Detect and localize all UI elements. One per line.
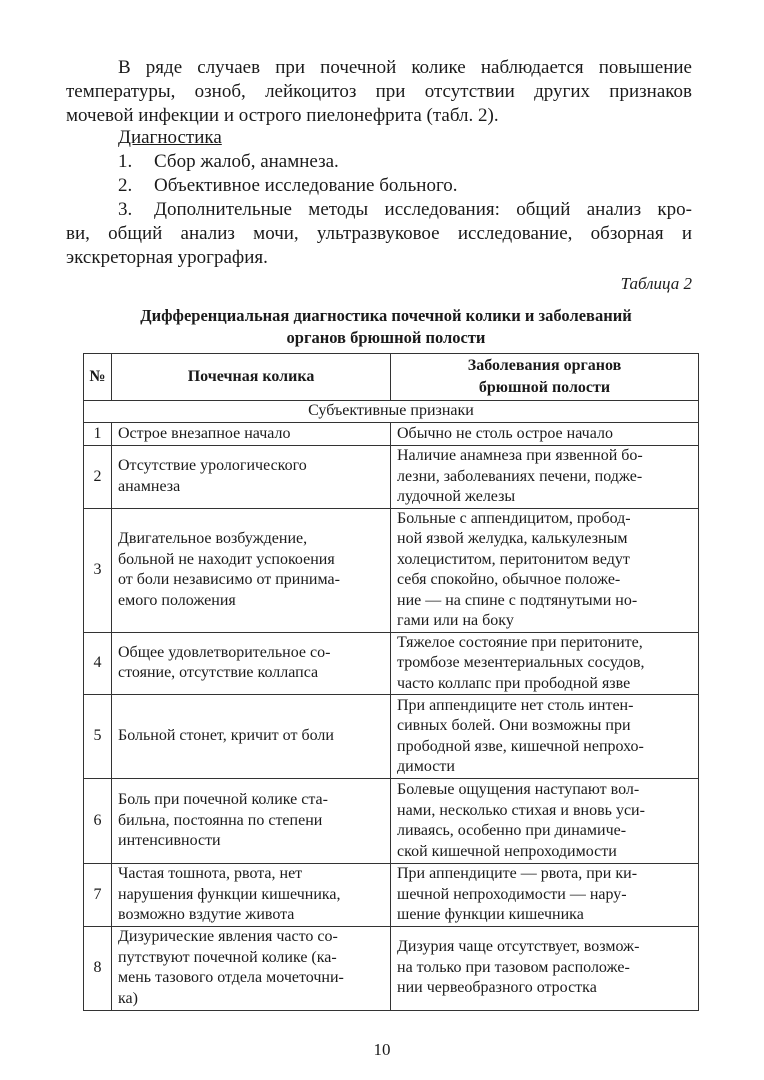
- header-line: Заболевания органов: [467, 357, 622, 374]
- list-item: [66, 174, 692, 198]
- cell-line: сивных болей. Они возможны при: [397, 717, 631, 734]
- renal-colic-cell: [112, 632, 391, 695]
- renal-colic-cell: [112, 446, 391, 509]
- cell-line: Дизурические явления часто со-: [118, 928, 338, 945]
- page-number: 10: [373, 1040, 391, 1059]
- cell-line: ка): [118, 989, 138, 1007]
- cell-line: путствуют почечной колике (ка-: [118, 948, 337, 966]
- item-number: 1.: [118, 151, 133, 172]
- item-text: Дополнительные методы исследования: общий анализ кро-: [154, 199, 692, 220]
- table-row: [84, 779, 699, 864]
- abdominal-disease-cell: [391, 423, 699, 446]
- abdominal-disease-cell: [391, 926, 699, 1010]
- cell-line: Дизурия чаще отсутствует, возмож-: [397, 938, 640, 956]
- cell-line: ние — на спине с подтянутыми но-: [397, 591, 638, 609]
- row-number: 5: [84, 695, 112, 779]
- table-title: органов брюшной полости: [286, 328, 486, 347]
- row-number: 8: [84, 926, 112, 1010]
- cell-line: Больные с аппендицитом, пробод-: [397, 509, 631, 527]
- renal-colic-cell: [112, 508, 391, 632]
- cell-line: часто коллапс при прободной язве: [397, 674, 631, 692]
- diagnostics-heading-line: [66, 126, 692, 150]
- abdominal-disease-cell: [391, 632, 699, 695]
- list-item: [66, 198, 692, 222]
- cell-line: шение функции кишечника: [397, 906, 584, 923]
- row-number: 4: [84, 632, 112, 695]
- table-row: [84, 864, 699, 927]
- abdominal-disease-cell: [391, 446, 699, 509]
- cell-line: димости: [397, 758, 455, 775]
- cell-line: себя спокойно, обычное положе-: [397, 571, 621, 588]
- abdominal-disease-cell: [391, 779, 699, 864]
- renal-colic-cell: [112, 695, 391, 779]
- list-item: [66, 150, 692, 174]
- renal-colic-cell: [112, 779, 391, 864]
- cell-line: емого положения: [118, 591, 236, 609]
- section-row: [84, 401, 699, 423]
- text-line: экскреторная урография.: [66, 247, 268, 268]
- cell-line: Частая тошнота, рвота, нет: [118, 865, 303, 882]
- text-line: мочевой инфекции и острого пиелонефрита (табл. 2).: [66, 105, 499, 126]
- renal-colic-cell: [112, 926, 391, 1010]
- table-row: [84, 446, 699, 509]
- cell-line: При аппендиците нет столь интен-: [397, 696, 634, 714]
- table-row: [84, 423, 699, 446]
- cell-line: тромбозе мезентериальных сосудов,: [397, 654, 645, 671]
- header-line: брюшной полости: [478, 379, 611, 396]
- cell-line: возможно вздутие живота: [118, 906, 295, 923]
- cell-line: холециститом, перитонитом ведут: [397, 550, 630, 568]
- cell-line: стояние, отсутствие коллапса: [118, 664, 319, 682]
- cell-line: шечной непроходимости — нару-: [397, 885, 627, 903]
- abdominal-disease-cell: [391, 508, 699, 632]
- header-abdominal-diseases: [391, 354, 699, 401]
- table-row: [84, 926, 699, 1010]
- item-text: Объективное исследование больного.: [154, 175, 458, 196]
- cell-line: При аппендиците — рвота, при ки-: [397, 865, 638, 882]
- row-number: 1: [84, 423, 112, 446]
- cell-line: Болевые ощущения наступают вол-: [397, 781, 640, 798]
- row-number: 6: [84, 779, 112, 864]
- header-renal-colic: Почечная колика: [112, 354, 391, 401]
- cell-line: Боль при почечной колике ста-: [118, 791, 328, 809]
- cell-line: гами или на боку: [397, 612, 514, 629]
- cell-line: нами, несколько стихая и вновь уси-: [397, 801, 645, 819]
- cell-line: Отсутствие урологического: [118, 457, 307, 475]
- cell-line: Обычно не столь острое начало: [397, 424, 613, 442]
- table-row: [84, 508, 699, 632]
- cell-line: Двигательное возбуждение,: [118, 530, 308, 547]
- text-line: температуры, озноб, лейкоцитоз при отсутствии других признаков: [66, 81, 692, 102]
- cell-line: прободной язве, кишечной непрохо-: [397, 737, 644, 755]
- cell-line: Больной стонет, кричит от боли: [118, 727, 334, 745]
- cell-line: ной язвой желудка, калькулезным: [397, 530, 628, 547]
- cell-line: от боли независимо от принима-: [118, 571, 340, 588]
- cell-line: нарушения функции кишечника,: [118, 885, 341, 903]
- cell-line: мень тазового отдела мочеточни-: [118, 969, 344, 986]
- cell-line: на только при тазовом расположе-: [397, 958, 630, 976]
- table-row: [84, 695, 699, 779]
- abdominal-disease-cell: [391, 864, 699, 927]
- text-line: ви, общий анализ мочи, ультразвуковое исследование, обзорная и: [66, 223, 692, 244]
- renal-colic-cell: [112, 423, 391, 446]
- cell-line: анамнеза: [118, 477, 181, 495]
- cell-line: интенсивности: [118, 832, 221, 850]
- table-title: Дифференциальная диагностика почечной колики и заболеваний: [140, 306, 632, 325]
- row-number: 3: [84, 508, 112, 632]
- cell-line: Наличие анамнеза при язвенной бо-: [397, 447, 643, 464]
- header-number: №: [84, 354, 112, 401]
- renal-colic-cell: [112, 864, 391, 927]
- cell-line: ливаясь, особенно при динамиче-: [397, 822, 627, 839]
- cell-line: Тяжелое состояние при перитоните,: [397, 633, 643, 651]
- section-label: Субъективные признаки: [84, 401, 699, 423]
- cell-line: бильна, постоянна по степени: [118, 811, 323, 829]
- item-number: 3.: [118, 199, 133, 220]
- item-text: Сбор жалоб, анамнеза.: [154, 151, 339, 172]
- abdominal-disease-cell: [391, 695, 699, 779]
- cell-line: ской кишечной непроходимости: [397, 842, 617, 860]
- differential-diagnosis-table: [83, 353, 699, 1011]
- table-header-row: [84, 354, 699, 401]
- item-number: 2.: [118, 175, 133, 196]
- row-number: 7: [84, 864, 112, 927]
- cell-line: Острое внезапное начало: [118, 424, 291, 442]
- cell-line: нии червеобразного отростка: [397, 979, 597, 997]
- cell-line: лезни, заболеваниях печени, подже-: [397, 467, 643, 485]
- table-caption: Таблица 2: [620, 274, 692, 293]
- row-number: 2: [84, 446, 112, 509]
- cell-line: больной не находит успокоения: [118, 550, 335, 568]
- table-row: [84, 632, 699, 695]
- cell-line: лудочной железы: [397, 488, 516, 505]
- diagnostics-heading: Диагностика: [118, 127, 222, 148]
- text-line: В ряде случаев при почечной колике наблюдается повышение: [118, 57, 692, 78]
- cell-line: Общее удовлетворительное со-: [118, 643, 331, 661]
